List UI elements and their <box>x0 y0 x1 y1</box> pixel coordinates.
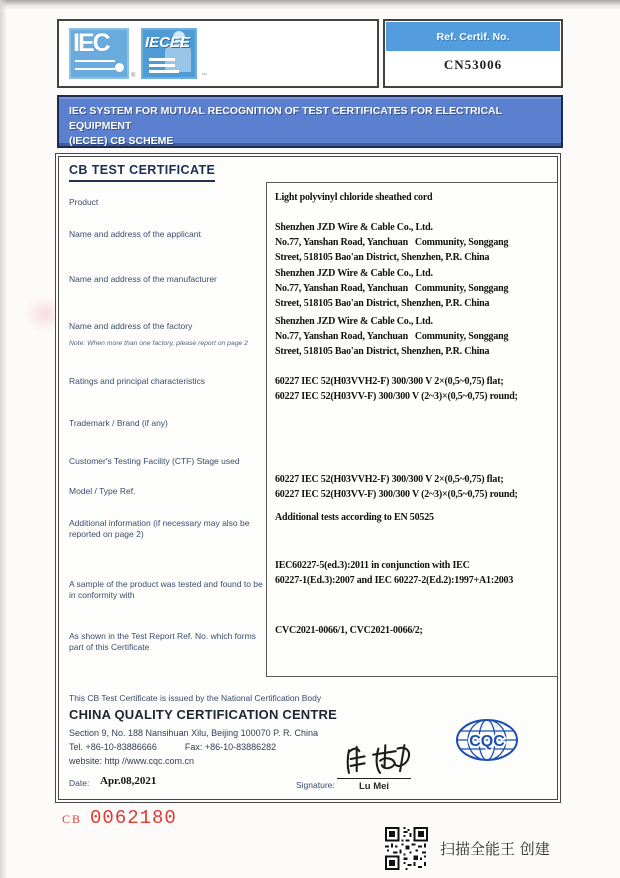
ref-certif-label: Ref. Certif. No. <box>436 30 510 43</box>
signatory-name: Lu Mei <box>358 781 390 792</box>
ncb-tel: Tel. +86-10-83886666 <box>69 742 157 752</box>
iec-logo <box>69 28 129 79</box>
iecee-logo <box>141 28 197 79</box>
field-label-trademark: Trademark / Brand (if any) <box>69 418 168 428</box>
qr-code <box>385 827 428 870</box>
scanner-watermark <box>385 827 550 870</box>
field-note-factory: Note: When more than one factory, please report on page 2 <box>69 340 248 347</box>
field-value-additional-info: Additional tests according to EN 50525 <box>275 512 434 523</box>
cb-number-stamp <box>62 807 177 829</box>
scanner-note-text: 扫描全能王 创建 <box>440 840 550 858</box>
ncb-contact <box>69 742 304 752</box>
certificate-title: CB TEST CERTIFICATE <box>69 163 215 182</box>
cqc-logo-text: CQC <box>469 733 505 750</box>
cqc-logo <box>454 716 520 769</box>
ncb-fax: Fax: +86-10-83886282 <box>184 742 277 752</box>
certificate-body <box>55 153 561 803</box>
field-label-factory: Name and address of the factory <box>69 321 193 331</box>
scan-edge-shadow-top <box>0 0 620 10</box>
signature-handwriting <box>342 740 420 783</box>
signature-label: Signature: <box>296 780 335 790</box>
field-label-conformity: A sample of the product was tested and found to be in conformity with <box>69 579 263 601</box>
stamp-prefix: CB <box>62 812 83 826</box>
field-value-factory: Shenzhen JZD Wire & Cable Co., Ltd. No.77, Yanshan Road, Yanchuan Community, Songgang Street, 518105 Bao'an District, Shenzhen, P.R. China <box>275 316 509 357</box>
field-label-applicant: Name and address of the applicant <box>69 229 201 239</box>
date-value: Apr.08,2021 <box>100 775 157 787</box>
iec-logo-underline <box>75 60 115 70</box>
field-value-test-report: CVC2021-0066/1, CVC2021-0066/2; <box>275 625 423 636</box>
field-label-model: Model / Type Ref. <box>69 486 136 496</box>
field-label-additional-info: Additional information (if necessary may also be reported on page 2) <box>69 518 250 540</box>
field-value-applicant: Shenzhen JZD Wire & Cable Co., Ltd. No.77, Yanshan Road, Yanchuan Community, Songgang Street, 518105 Bao'an District, Shenzhen, P.R. China <box>275 222 509 263</box>
field-value-model: 60227 IEC 52(H03VVH2-F) 300/300 V 2×(0,5~0,75) flat; 60227 IEC 52(H03VV-F) 300/300 V (2~3)×(0,5~0,75) round; <box>275 474 518 500</box>
issued-statement: This CB Test Certificate is issued by the National Certification Body <box>69 693 322 703</box>
field-label-manufacturer: Name and address of the manufacturer <box>69 274 217 284</box>
ncb-name: CHINA QUALITY CERTIFICATION CENTRE <box>69 707 337 722</box>
ncb-website: website: http //www.cqc.com.cn <box>69 756 195 766</box>
field-label-ratings: Ratings and principal characteristics <box>69 376 206 386</box>
ref-certif-number: CN53006 <box>443 57 503 72</box>
stamp-number: 0062180 <box>90 807 177 829</box>
field-label-product: Product <box>69 197 99 207</box>
scan-edge-shadow-left <box>0 0 7 878</box>
registered-mark: ® <box>131 73 136 79</box>
ncb-address: Section 9, No. 188 Nansihuan Xilu, Beijing 100070 P. R. China <box>69 728 318 738</box>
scheme-banner <box>57 95 563 148</box>
field-value-manufacturer: Shenzhen JZD Wire & Cable Co., Ltd. No.77, Yanshan Road, Yanchuan Community, Songgang Street, 518105 Bao'an District, Shenzhen, P.R. China <box>275 268 509 309</box>
field-label-test-report: As shown in the Test Report Ref. No. which forms part of this Certificate <box>69 631 256 653</box>
iecee-logo-text: IECEE <box>145 34 191 51</box>
field-label-ctf: Customer's Testing Facility (CTF) Stage used <box>69 456 240 466</box>
values-box <box>266 182 558 677</box>
ref-certif-box <box>383 19 563 88</box>
trademark-mark: ™ <box>201 73 207 79</box>
scheme-banner-text: IEC SYSTEM FOR MUTUAL RECOGNITION OF TEST CERTIFICATES FOR ELECTRICAL EQUIPMENT (IECEE) CB SCHEME <box>69 105 502 148</box>
date-label: Date: <box>69 778 90 788</box>
iec-logo-text: IEC <box>73 29 109 57</box>
iec-logo-dot <box>115 63 124 72</box>
ref-certif-header <box>386 22 560 51</box>
signature-line <box>337 778 411 779</box>
header-logo-box <box>57 19 379 88</box>
field-value-conformity: IEC60227-5(ed.3):2011 in conjunction with IEC 60227-1(Ed.3):2007 and IEC 60227-2(Ed.2):1997+A1:2003 <box>275 560 514 586</box>
field-value-product: Light polyvinyl chloride sheathed cord <box>275 192 433 203</box>
field-value-ratings: 60227 IEC 52(H03VVH2-F) 300/300 V 2×(0,5~0,75) flat; 60227 IEC 52(H03VV-F) 300/300 V (2~3)×(0,5~0,75) round; <box>275 376 518 402</box>
